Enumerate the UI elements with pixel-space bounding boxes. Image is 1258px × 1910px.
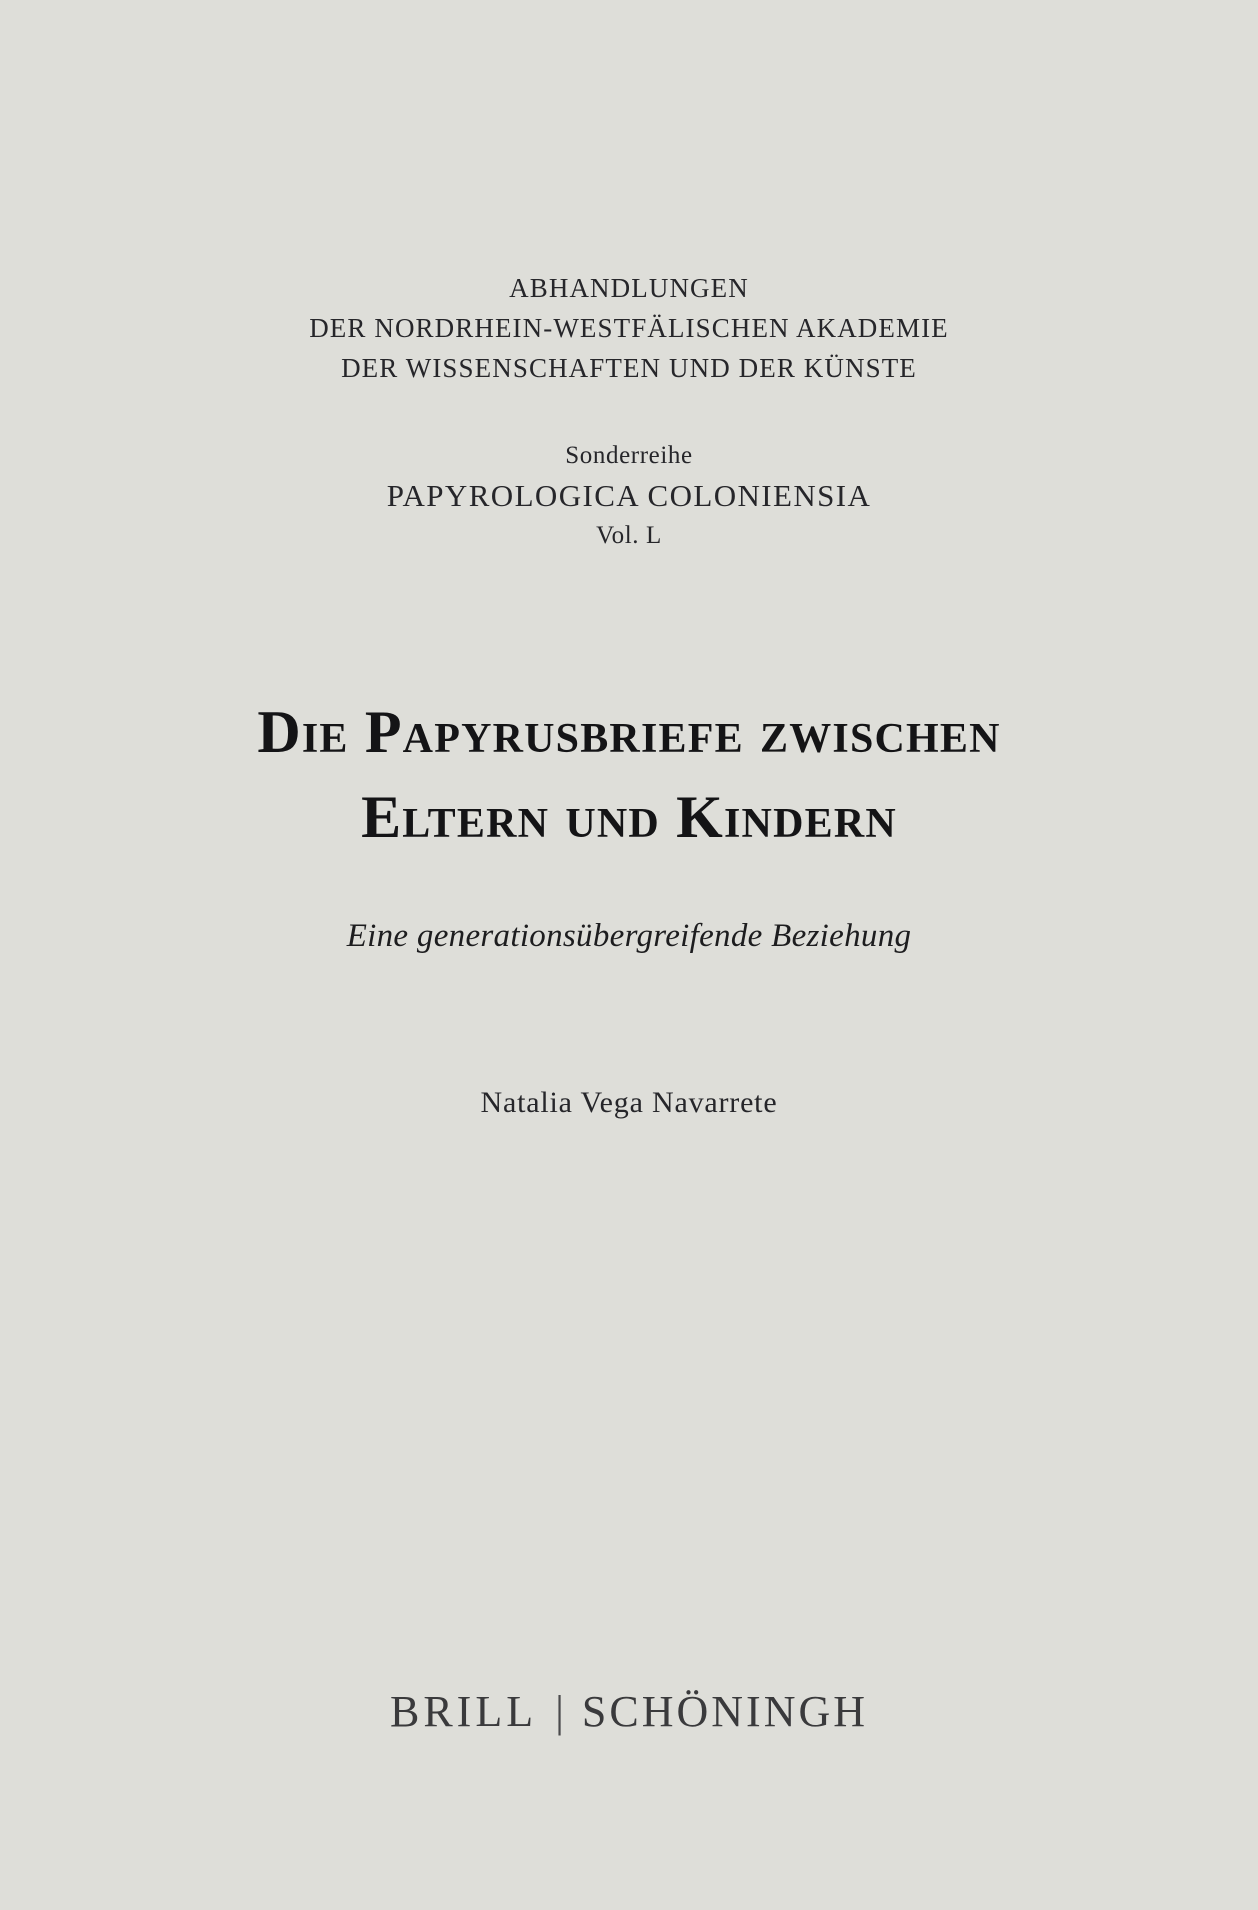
author-name: Natalia Vega Navarrete	[480, 1086, 778, 1119]
subseries-label: Sonderreihe	[565, 442, 693, 469]
title-line-2: Eltern und Kindern	[361, 784, 897, 850]
publisher-name-schoeningh: SCHÖNINGH	[581, 1687, 869, 1736]
series-statement	[0, 268, 1258, 388]
publisher-name-brill: BRILL	[389, 1687, 538, 1736]
page-title	[0, 690, 1258, 860]
publisher-logo	[0, 1686, 1258, 1737]
page-subtitle: Eine generationsübergreifende Beziehung	[346, 918, 912, 954]
series-line-3: DER WISSENSCHAFTEN UND DER KÜNSTE	[341, 353, 917, 383]
subseries-statement	[0, 436, 1258, 555]
subseries-volume: Vol. L	[596, 522, 662, 549]
subseries-name: PAPYROLOGICA COLONIENSIA	[386, 478, 872, 513]
title-line-1: Die Papyrusbriefe zwischen	[257, 699, 1001, 765]
series-line-1: ABHANDLUNGEN	[509, 273, 749, 303]
series-line-2: DER NORDRHEIN-WESTFÄLISCHEN AKADEMIE	[309, 313, 949, 343]
publisher-separator: |	[555, 1687, 566, 1736]
